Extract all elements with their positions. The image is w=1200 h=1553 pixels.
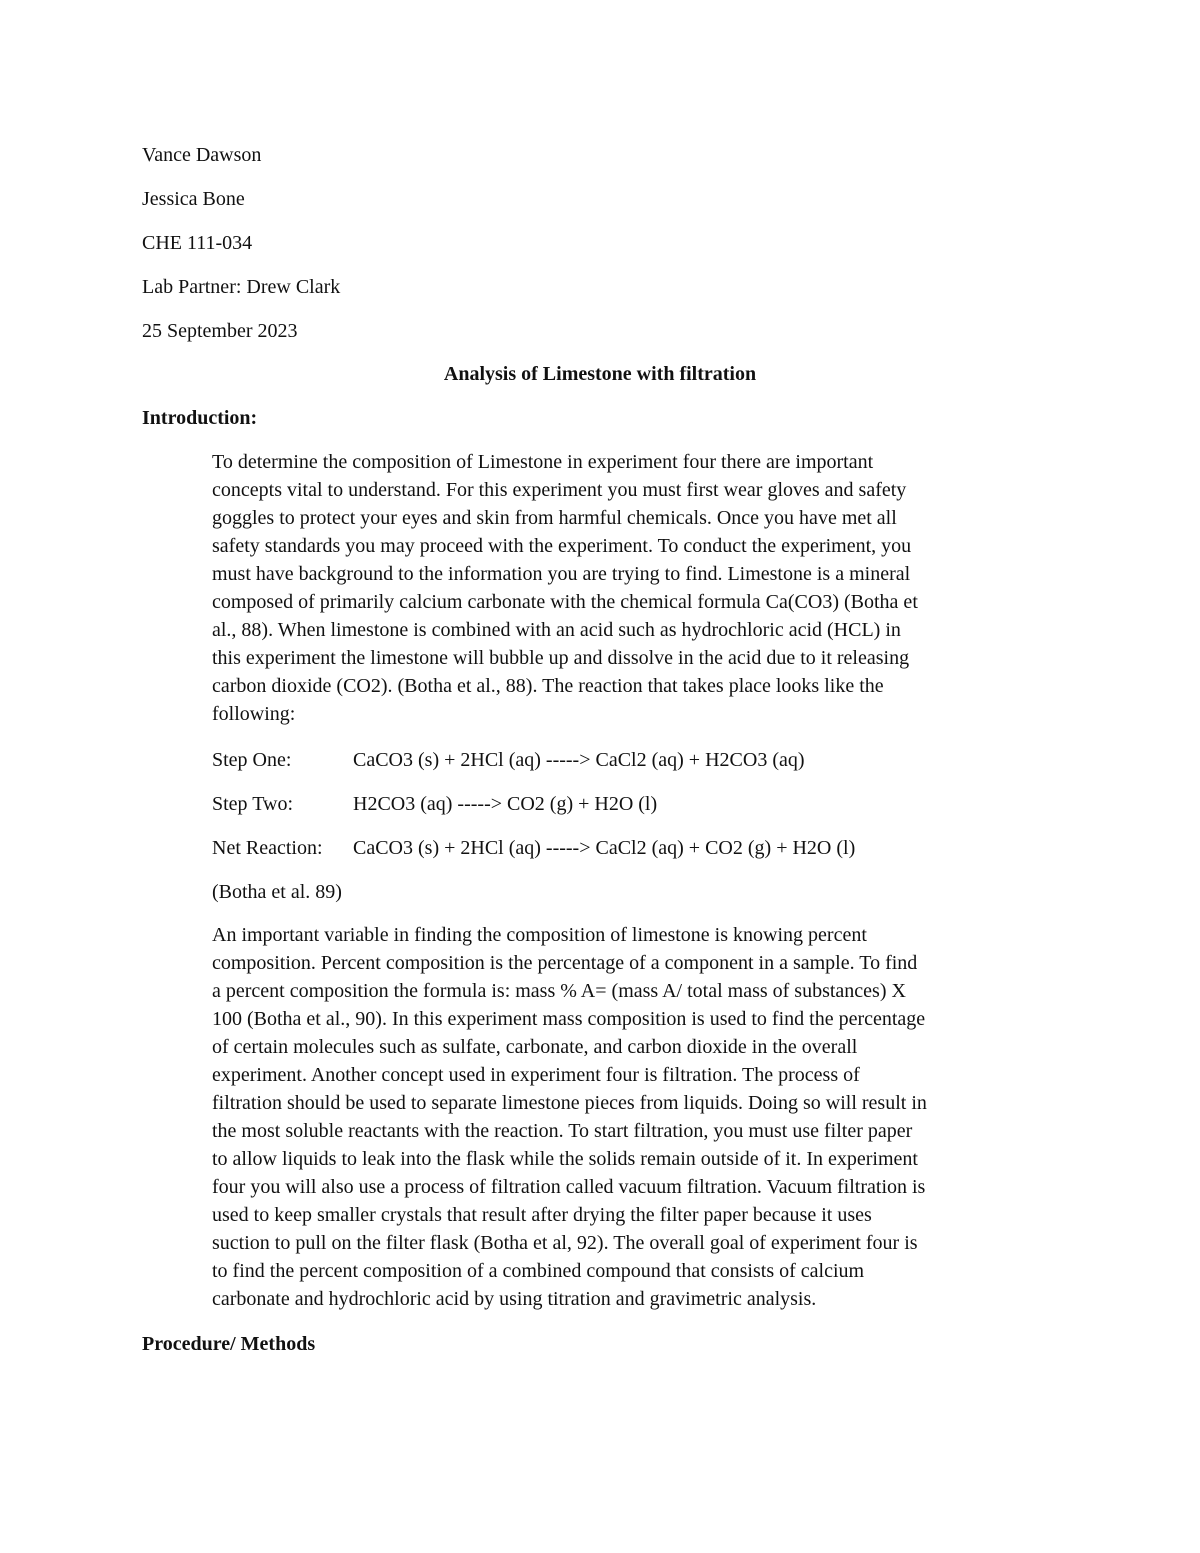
instructor-name: Jessica Bone (142, 188, 245, 210)
paragraph-line: to find the percent composition of a combined compound that consists of calcium (212, 1260, 865, 1282)
paragraph-line: al., 88). When limestone is combined with an acid such as hydrochloric acid (HCL) in (212, 619, 901, 641)
paragraph-line: composition. Percent composition is the percentage of a component in a sample. To find (212, 952, 918, 974)
paragraph-line: carbonate and hydrochloric acid by using titration and gravimetric analysis. (212, 1288, 817, 1310)
paragraph-line: used to keep smaller crystals that result after drying the filter paper because it uses (212, 1204, 872, 1226)
author-name: Vance Dawson (142, 144, 262, 166)
equation-formula: CaCO3 (s) + 2HCl (aq) -----> CaCl2 (aq) + CO2 (g) + H2O (l) (353, 837, 856, 859)
paragraph-line: suction to pull on the filter flask (Botha et al, 92). The overall goal of experiment four is (212, 1232, 918, 1254)
equation-step-two (212, 792, 657, 816)
paragraph-line: safety standards you may proceed with the experiment. To conduct the experiment, you (212, 535, 912, 557)
paragraph-line: to allow liquids to leak into the flask while the solids remain outside of it. In experiment (212, 1148, 918, 1170)
report-title: Analysis of Limestone with filtration (443, 363, 757, 385)
paragraph-line: four you will also use a process of filtration called vacuum filtration. Vacuum filtration is (212, 1176, 926, 1198)
equation-net-reaction (212, 836, 855, 860)
equation-citation: (Botha et al. 89) (212, 881, 342, 903)
equation-formula: H2CO3 (aq) -----> CO2 (g) + H2O (l) (353, 793, 658, 815)
paragraph-line: this experiment the limestone will bubble up and dissolve in the acid due to it releasing (212, 647, 910, 669)
paragraph-line: carbon dioxide (CO2). (Botha et al., 88). The reaction that takes place looks like the (212, 675, 884, 697)
paragraph-line: An important variable in finding the composition of limestone is knowing percent (212, 924, 867, 946)
paragraph-line: concepts vital to understand. For this experiment you must first wear gloves and safety (212, 479, 907, 501)
equation-formula: CaCO3 (s) + 2HCl (aq) -----> CaCl2 (aq) + H2CO3 (aq) (353, 749, 805, 771)
paragraph-line: the most soluble reactants with the reaction. To start filtration, you must use filter paper (212, 1120, 913, 1142)
report-date: 25 September 2023 (142, 320, 298, 342)
paragraph-line: goggles to protect your eyes and skin from harmful chemicals. Once you have met all (212, 507, 897, 529)
procedure-heading: Procedure/ Methods (142, 1333, 316, 1355)
paragraph-line: composed of primarily calcium carbonate with the chemical formula Ca(CO3) (Botha et (212, 591, 918, 613)
paragraph-line: 100 (Botha et al., 90). In this experiment mass composition is used to find the percentage (212, 1008, 926, 1030)
introduction-heading: Introduction: (142, 407, 258, 429)
paragraph-line: of certain molecules such as sulfate, carbonate, and carbon dioxide in the overall (212, 1036, 858, 1058)
lab-partner: Lab Partner: Drew Clark (142, 276, 341, 298)
equation-step-one (212, 748, 805, 772)
introduction-paragraph-2 (212, 921, 1072, 1313)
course-code: CHE 111-034 (142, 232, 253, 254)
introduction-paragraph-1 (212, 448, 1072, 728)
equation-label: Net Reaction: (212, 837, 323, 859)
equation-label: Step One: (212, 749, 292, 771)
paragraph-line: To determine the composition of Limestone in experiment four there are important (212, 451, 874, 473)
paragraph-line: following: (212, 703, 296, 725)
paragraph-line: filtration should be used to separate limestone pieces from liquids. Doing so will result in (212, 1092, 927, 1114)
paragraph-line: experiment. Another concept used in experiment four is filtration. The process of (212, 1064, 860, 1086)
equation-label: Step Two: (212, 793, 294, 815)
paragraph-line: must have background to the information you are trying to find. Limestone is a mineral (212, 563, 911, 585)
paragraph-line: a percent composition the formula is: mass % A= (mass A/ total mass of substances) X (212, 980, 906, 1002)
